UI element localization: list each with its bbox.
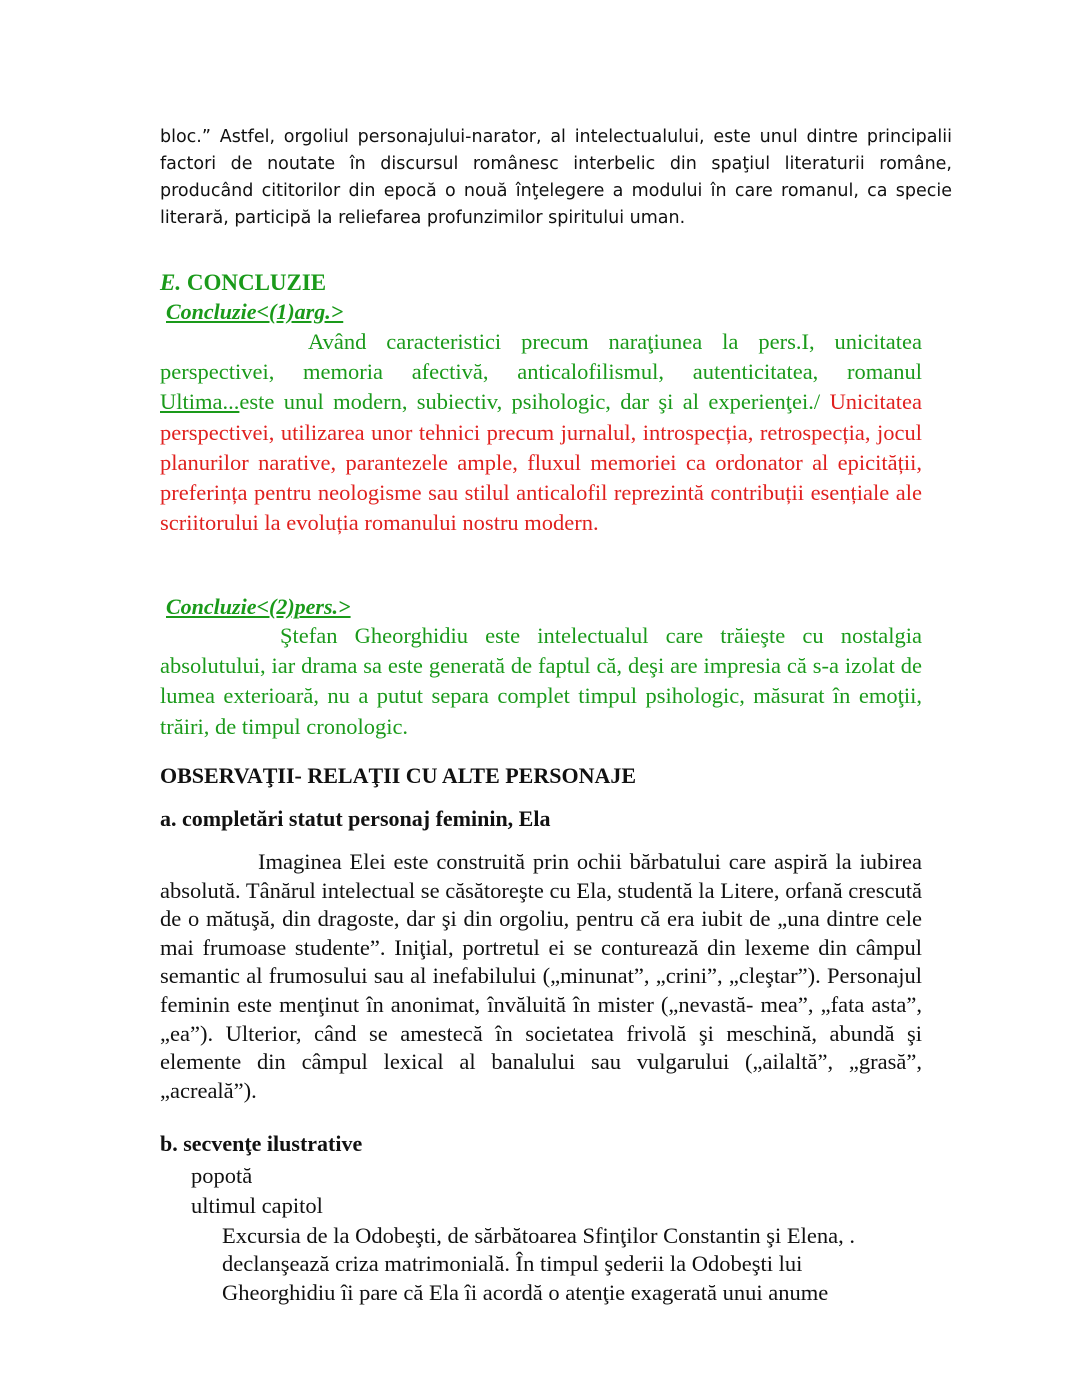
list-item: ultimul capitol <box>191 1193 323 1218</box>
concluzie-1-label: Concluzie<(1)arg.> <box>166 299 344 324</box>
list-item: popotă <box>191 1163 253 1188</box>
concluzie-1-red-text: Unicitatea perspectivei, utilizarea unor tehnici precum jurnalul, introspecția, retrospecția, jocul planurilor narative, parantezele ample, fluxul memoriei ca ordonator al epicității, preferința pentru neologisme sau stilul anticalofil reprezintă contribuții esențiale ale scriitorului la evoluția romanului nostru modern. <box>160 389 923 536</box>
sub-list-line: Gheorghidiu îi pare că Ela îi acordă o atenţie exagerată unui anume <box>222 1280 829 1305</box>
sub-list-line: Excursia de la Odobeşti, de sărbătoarea Sfinţilor Constantin şi Elena, . <box>222 1223 855 1248</box>
observatii-title: OBSERVAŢII- RELAŢII CU ALTE PERSONAJE <box>160 763 637 788</box>
subsection-a-title: a. completări statut personaj feminin, Ela <box>160 806 551 831</box>
subsection-b-title: b. secvenţe ilustrative <box>160 1131 363 1156</box>
novel-title-link: Ultima... <box>160 389 240 415</box>
concluzie-2-paragraph: Ştefan Gheorghidiu este intelectualul care trăieşte cu nostalgia absolutului, iar drama sa este generată de faptul că, deşi are impresia că s-a izolat de lumea exterioară, nu a putut separa complet timpul psihologic, măsurat în emoţii, trăiri, de timpul cronologic. <box>160 623 922 739</box>
section-e-title: CONCLUZIE <box>186 270 327 295</box>
sub-list-line: declanşează criza matrimonială. În timpul şederii la Odobeşti lui <box>222 1251 803 1276</box>
concluzie-1-green-text-a: Având caracteristici precum naraţiunea la pers.I, unicitatea perspectivei, memoria afectivă, anticalofilismul, autenticitatea, romanul <box>160 329 922 385</box>
intro-paragraph: bloc.” Astfel, orgoliul personajului-narator, al intelectualului, este unul dintre principalii factori de noutate în discursul românesc interbelic din spaţiul literaturii române, producând cititorilor din epocă o nouă înţelegere a modului în care romanul, ca specie literară, participă la reliefarea profunzimilor spiritului uman. <box>160 127 952 228</box>
section-e-letter: E. <box>160 270 182 295</box>
concluzie-1-paragraph <box>160 327 922 538</box>
concluzie-1-green-text-b: este unul modern, subiectiv, psihologic, dar şi al experienţei./ <box>239 389 821 415</box>
section-e-heading <box>160 268 922 298</box>
concluzie-2-label: Concluzie<(2)pers.> <box>166 594 351 619</box>
subsection-a-paragraph: Imaginea Elei este construită prin ochii bărbatului care aspiră la iubirea absolută. Tânărul intelectual se căsătoreşte cu Ela, studentă la Litere, orfană crescută de o mătuşă, din dragoste, dar şi din orgoliu, pentru că era iubit de „una dintre cele mai frumoase studente”. Iniţial, portretul ei se conturează din lexeme din câmpul semantic al frumosului sau al inefabilului („minunat”, „crini”, „cleştar”). Personajul feminin este menţinut în anonimat, învăluită în mister („nevastă- mea”, „fata asta”, „ea”). Ulterior, când se amestecă în societatea frivolă şi meschină, abundă şi elemente din câmpul lexical al banalului sau vulgarului („ailaltă”, „grasă”, „acreală”). <box>160 849 922 1103</box>
